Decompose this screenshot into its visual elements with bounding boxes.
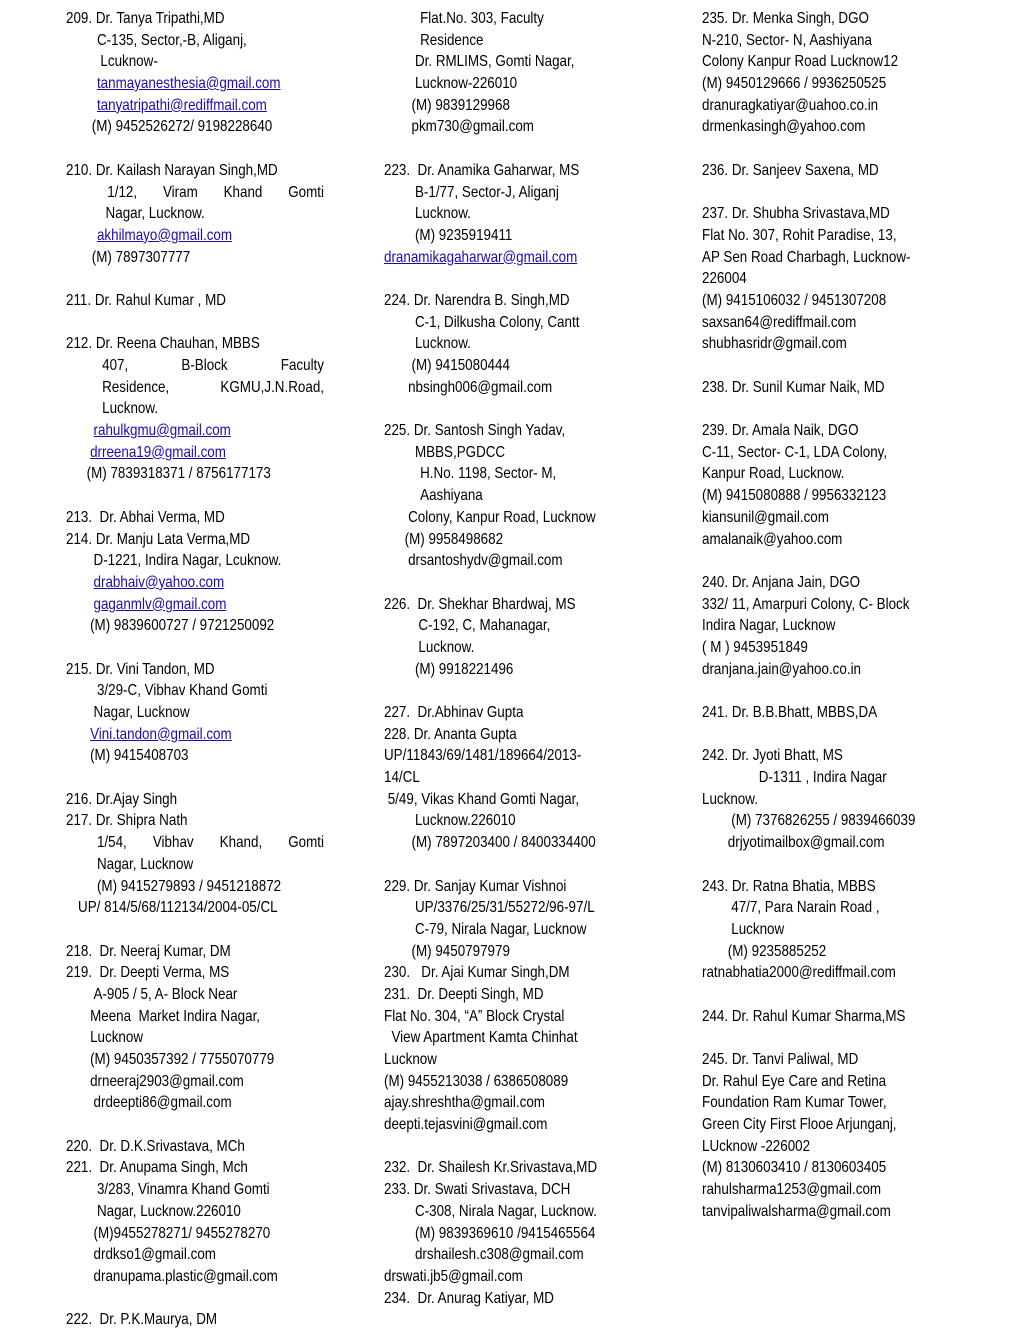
blank-line xyxy=(66,268,324,290)
email-link[interactable]: tanmayanesthesia@gmail.com xyxy=(96,75,281,93)
entry-line: 407, B-Block Faculty xyxy=(102,357,324,374)
entry-line: tanvipaliwalsharma@gmail.com xyxy=(702,1202,891,1220)
entry-line: Dr. Rahul Eye Care and Retina xyxy=(702,1072,887,1090)
entry-line: Lcuknow- xyxy=(100,53,158,71)
entry-line: Nagar, Lucknow xyxy=(96,855,194,873)
entry-line: ( M ) 9453951849 xyxy=(702,638,808,656)
blank-line xyxy=(702,550,960,572)
entry-line: C-192, C, Mahanagar, xyxy=(418,617,551,635)
entry-line: (M) 9958498682 xyxy=(404,530,504,548)
entry-line: ajay.shreshtha@gmail.com xyxy=(384,1094,545,1112)
entry-line: 47/7, Para Narain Road , xyxy=(731,899,880,917)
entry-line: 332/ 11, Amarpuri Colony, C- Block xyxy=(702,595,910,613)
entry-line: Colony Kanpur Road Lucknow12 xyxy=(702,53,899,71)
blank-line xyxy=(702,680,960,702)
entry-line: 225. Dr. Santosh Singh Yadav, xyxy=(384,422,566,440)
entry-line: Foundation Ram Kumar Tower, xyxy=(702,1094,887,1112)
entry-line: A-905 / 5, A- Block Near xyxy=(93,985,238,1003)
entry-line: Lucknow xyxy=(731,920,785,938)
entry-line: nbsingh006@gmail.com xyxy=(408,378,553,396)
entry-line: drneeraj2903@gmail.com xyxy=(90,1072,244,1090)
entry-line: 243. Dr. Ratna Bhatia, MBBS xyxy=(702,877,876,895)
blank-line xyxy=(384,138,642,160)
entry-line: Flat.No. 303, Faculty xyxy=(420,10,544,27)
entry-line: Lucknow. xyxy=(102,400,159,418)
entry-line: Nagar, Lucknow xyxy=(93,704,190,721)
entry-line: 231. Dr. Deepti Singh, MD xyxy=(384,985,544,1003)
entry-line: 221. Dr. Anupama Singh, Mch xyxy=(66,1159,248,1177)
blank-line xyxy=(702,398,960,420)
entry-line: (M) 9839369610 /9415465564 xyxy=(414,1224,596,1242)
entry-line: (M) 9450129666 / 9936250525 xyxy=(702,75,887,93)
entry-line: (M) 9455213038 / 6386508089 xyxy=(384,1072,569,1090)
entry-line: C-135, Sector,-B, Aliganj, xyxy=(96,31,247,49)
entry-line: 242. Dr. Jyoti Bhatt, MS xyxy=(702,747,843,765)
entry-line: Green City First Flooe Arjunganj, xyxy=(702,1116,897,1134)
entry-line: 3/29-C, Vibhav Khand Gomti xyxy=(96,682,268,700)
entry-line: 222. Dr. P.K.Maurya, DM xyxy=(66,1311,218,1329)
blank-line xyxy=(66,637,324,659)
entry-line xyxy=(66,420,324,442)
blank-line xyxy=(384,680,642,702)
entry-line: (M) 9452526272/ 9198228640 xyxy=(91,118,273,136)
directory-column-3 xyxy=(702,8,1002,1223)
blank-line xyxy=(702,355,960,377)
entry-line: Residence xyxy=(420,31,484,49)
entry-line: (M) 8130603410 / 8130603405 xyxy=(702,1159,887,1177)
entry-line: C-308, Nirala Nagar, Lucknow. xyxy=(414,1202,597,1220)
blank-line xyxy=(702,984,960,1006)
entry-line: 227. Dr.Abhinav Gupta xyxy=(384,704,524,721)
entry-line: (M) 9415106032 / 9451307208 xyxy=(702,291,887,309)
blank-line xyxy=(66,485,324,507)
entry-line: 212. Dr. Reena Chauhan, MBBS xyxy=(66,335,260,353)
entry-line: 214. Dr. Manju Lata Verma,MD xyxy=(66,530,251,548)
entry-line xyxy=(66,572,324,594)
blank-line xyxy=(702,182,960,204)
entry-line: saxsan64@rediffmail.com xyxy=(702,313,857,331)
entry-line: 219. Dr. Deepti Verma, MS xyxy=(66,964,230,982)
entry-line: (M) 9839129968 xyxy=(411,96,510,114)
entry-line: (M) 9450797979 xyxy=(411,942,510,960)
entry-line: 213. Dr. Abhai Verma, MD xyxy=(66,508,225,526)
blank-line xyxy=(384,1136,642,1158)
entry-line: 244. Dr. Rahul Kumar Sharma,MS xyxy=(702,1007,906,1025)
entry-line: AP Sen Road Charbagh, Lucknow- xyxy=(702,248,911,266)
entry-line: C-1, Dilkusha Colony, Cantt xyxy=(414,313,580,331)
entry-line: 232. Dr. Shailesh Kr.Srivastava,MD xyxy=(384,1159,598,1177)
entry-line: amalanaik@yahoo.com xyxy=(702,530,843,548)
blank-line xyxy=(702,1027,960,1049)
entry-line: 209. Dr. Tanya Tripathi,MD xyxy=(66,10,225,27)
directory-column-2 xyxy=(384,8,684,1309)
entry-line: 1/12, Viram Khand Gomti xyxy=(107,183,324,201)
entry-line: (M)9455278271/ 9455278270 xyxy=(93,1224,271,1242)
entry-line: Dr. RMLIMS, Gomti Nagar, xyxy=(414,53,575,71)
entry-line: 228. Dr. Ananta Gupta xyxy=(384,725,517,743)
entry-line: pkm730@gmail.com xyxy=(411,118,534,136)
entry-line: 217. Dr. Shipra Nath xyxy=(66,812,188,830)
entry-line: drshailesh.c308@gmail.com xyxy=(414,1246,584,1264)
entry-line xyxy=(66,95,324,117)
entry-line: 239. Dr. Amala Naik, DGO xyxy=(702,422,859,440)
email-link[interactable]: Vini.tandon@gmail.com xyxy=(90,725,232,743)
blank-line xyxy=(66,1114,324,1136)
entry-line: dranuragkatiyar@uahoo.co.in xyxy=(702,96,879,114)
entry-line: 5/49, Vikas Khand Gomti Nagar, xyxy=(384,790,580,808)
entry-line: (M) 9415080444 xyxy=(411,357,510,374)
blank-line xyxy=(384,398,642,420)
entry-line: 245. Dr. Tanvi Paliwal, MD xyxy=(702,1051,859,1068)
entry-line: (M) 9415408703 xyxy=(90,747,189,765)
entry-line: Meena Market Indira Nagar, xyxy=(90,1007,261,1025)
entry-line: H.No. 1198, Sector- M, xyxy=(420,465,557,483)
entry-line: (M) 7897203400 / 8400334400 xyxy=(411,834,596,852)
entry-line xyxy=(66,594,324,616)
entry-line: UP/3376/25/31/55272/96-97/L xyxy=(414,899,595,917)
blank-line xyxy=(702,724,960,746)
entry-line: (M) 7376826255 / 9839466039 xyxy=(731,812,916,830)
entry-line: Lucknow xyxy=(90,1029,144,1047)
entry-line: Lucknow. xyxy=(414,335,471,353)
entry-line: 240. Dr. Anjana Jain, DGO xyxy=(702,573,861,591)
blank-line xyxy=(702,854,960,876)
entry-line: 216. Dr.Ajay Singh xyxy=(66,790,178,808)
entry-line: 230. Dr. Ajai Kumar Singh,DM xyxy=(384,964,570,982)
entry-line: Colony, Kanpur Road, Lucknow xyxy=(408,508,596,526)
entry-line: Lucknow.226010 xyxy=(414,812,516,830)
entry-line xyxy=(66,724,324,746)
entry-line: ratnabhatia2000@rediffmail.com xyxy=(702,964,896,982)
email-link[interactable]: akhilmayo@gmail.com xyxy=(96,226,233,244)
entry-line: 215. Dr. Vini Tandon, MD xyxy=(66,660,215,678)
entry-line: Nagar, Lucknow. xyxy=(105,205,205,223)
entry-line: 237. Dr. Shubha Srivastava,MD xyxy=(702,205,890,223)
entry-line: shubhasridr@gmail.com xyxy=(702,335,847,353)
entry-line: 241. Dr. B.B.Bhatt, MBBS,DA xyxy=(702,704,878,721)
entry-line: Aashiyana xyxy=(420,487,483,505)
entry-line: 236. Dr. Sanjeev Saxena, MD xyxy=(702,161,879,179)
entry-line xyxy=(384,247,642,269)
entry-line: 229. Dr. Sanjay Kumar Vishnoi xyxy=(384,877,567,895)
entry-line: 14/CL xyxy=(384,769,420,787)
blank-line xyxy=(66,1288,324,1310)
entry-line: deepti.tejasvini@gmail.com xyxy=(384,1116,548,1134)
entry-line: 3/283, Vinamra Khand Gomti xyxy=(96,1181,270,1199)
entry-line: (M) 7897307777 xyxy=(91,248,191,266)
blank-line xyxy=(66,767,324,789)
entry-line: Lucknow-226010 xyxy=(414,75,518,93)
entry-line: Residence, KGMU,J.N.Road, xyxy=(102,378,324,396)
entry-line: drmenkasingh@yahoo.com xyxy=(702,118,866,136)
entry-line xyxy=(66,225,324,247)
entry-line: View Apartment Kamta Chinhat xyxy=(384,1029,578,1047)
entry-line: Kanpur Road, Lucknow. xyxy=(702,465,845,483)
entry-line: Nagar, Lucknow.226010 xyxy=(96,1202,241,1220)
entry-line: drdkso1@gmail.com xyxy=(93,1246,216,1264)
blank-line xyxy=(66,312,324,334)
entry-line: B-1/77, Sector-J, Aliganj xyxy=(414,183,559,201)
entry-line: 218. Dr. Neeraj Kumar, DM xyxy=(66,942,231,960)
email-link[interactable]: drreena19@gmail.com xyxy=(90,443,226,461)
email-link[interactable]: drabhaiv@yahoo.com xyxy=(93,573,225,591)
email-link[interactable]: rahulkgmu@gmail.com xyxy=(93,422,231,440)
entry-line: (M) 7839318371 / 8756177173 xyxy=(86,465,271,483)
entry-line: 226004 xyxy=(702,270,747,288)
entry-line: (M) 9235885252 xyxy=(727,942,827,960)
blank-line xyxy=(384,268,642,290)
directory-column-1 xyxy=(66,8,366,1331)
entry-line: rahulsharma1253@gmail.com xyxy=(702,1181,882,1199)
entry-line: D-1311 , Indira Nagar xyxy=(758,769,887,787)
entry-line: D-1221, Indira Nagar, Lcuknow. xyxy=(93,552,282,570)
entry-line: Lucknow. xyxy=(418,638,475,656)
entry-line: LUcknow -226002 xyxy=(702,1137,811,1155)
blank-line xyxy=(384,572,642,594)
entry-line: 233. Dr. Swati Srivastava, DCH xyxy=(384,1181,571,1199)
entry-line: drjyotimailbox@gmail.com xyxy=(727,834,885,852)
entry-line: 210. Dr. Kailash Narayan Singh,MD xyxy=(66,161,278,179)
entry-line: 235. Dr. Menka Singh, DGO xyxy=(702,10,869,27)
entry-line: drdeepti86@gmail.com xyxy=(93,1094,232,1112)
entry-line: UP/ 814/5/68/112134/2004-05/CL xyxy=(78,899,278,917)
entry-line: dranupama.plastic@gmail.com xyxy=(93,1267,278,1285)
entry-line: (M) 9839600727 / 9721250092 xyxy=(90,617,275,635)
entry-line: 220. Dr. D.K.Srivastava, MCh xyxy=(66,1137,245,1155)
entry-line: Lucknow. xyxy=(414,205,471,223)
entry-line: 211. Dr. Rahul Kumar , MD xyxy=(66,291,227,309)
entry-line: Lucknow xyxy=(384,1051,437,1068)
entry-line: 234. Dr. Anurag Katiyar, MD xyxy=(384,1289,554,1307)
entry-line: Indira Nagar, Lucknow xyxy=(702,617,836,635)
entry-line: MBBS,PGDCC xyxy=(414,443,506,461)
blank-line xyxy=(66,919,324,941)
entry-line: 223. Dr. Anamika Gaharwar, MS xyxy=(384,161,580,179)
entry-line xyxy=(66,73,324,95)
entry-line: (M) 9918221496 xyxy=(414,660,514,678)
entry-line: Lucknow. xyxy=(702,790,758,808)
entry-line: 238. Dr. Sunil Kumar Naik, MD xyxy=(702,378,885,396)
entry-line: Flat No. 307, Rohit Paradise, 13, xyxy=(702,226,897,244)
entry-line: Flat No. 304, “A” Block Crystal xyxy=(384,1007,565,1025)
entry-line: (M) 9415080888 / 9956332123 xyxy=(702,487,887,505)
entry-line xyxy=(66,442,324,464)
blank-line xyxy=(702,138,960,160)
blank-line xyxy=(384,854,642,876)
entry-line: drsantoshydv@gmail.com xyxy=(408,552,563,570)
email-link[interactable]: tanyatripathi@rediffmail.com xyxy=(96,96,267,114)
email-link[interactable]: dranamikagaharwar@gmail.com xyxy=(384,248,578,266)
entry-line: 224. Dr. Narendra B. Singh,MD xyxy=(384,291,570,309)
entry-line: 1/54, Vibhav Khand, Gomti xyxy=(96,834,325,852)
entry-line: kiansunil@gmail.com xyxy=(702,508,829,526)
entry-line: drswati.jb5@gmail.com xyxy=(384,1267,523,1285)
entry-line: (M) 9235919411 xyxy=(414,226,513,244)
entry-line: UP/11843/69/1481/189664/2013- xyxy=(384,747,582,765)
entry-line: (M) 9415279893 / 9451218872 xyxy=(96,877,282,895)
entry-line: C-79, Nirala Nagar, Lucknow xyxy=(414,920,587,938)
entry-line: (M) 9450357392 / 7755070779 xyxy=(90,1051,275,1068)
entry-line: C-11, Sector- C-1, LDA Colony, xyxy=(702,443,888,461)
blank-line xyxy=(66,138,324,160)
email-link[interactable]: gaganmlv@gmail.com xyxy=(93,595,227,613)
entry-line: dranjana.jain@yahoo.co.in xyxy=(702,660,862,678)
entry-line: N-210, Sector- N, Aashiyana xyxy=(702,31,872,49)
entry-line: 226. Dr. Shekhar Bhardwaj, MS xyxy=(384,595,576,613)
